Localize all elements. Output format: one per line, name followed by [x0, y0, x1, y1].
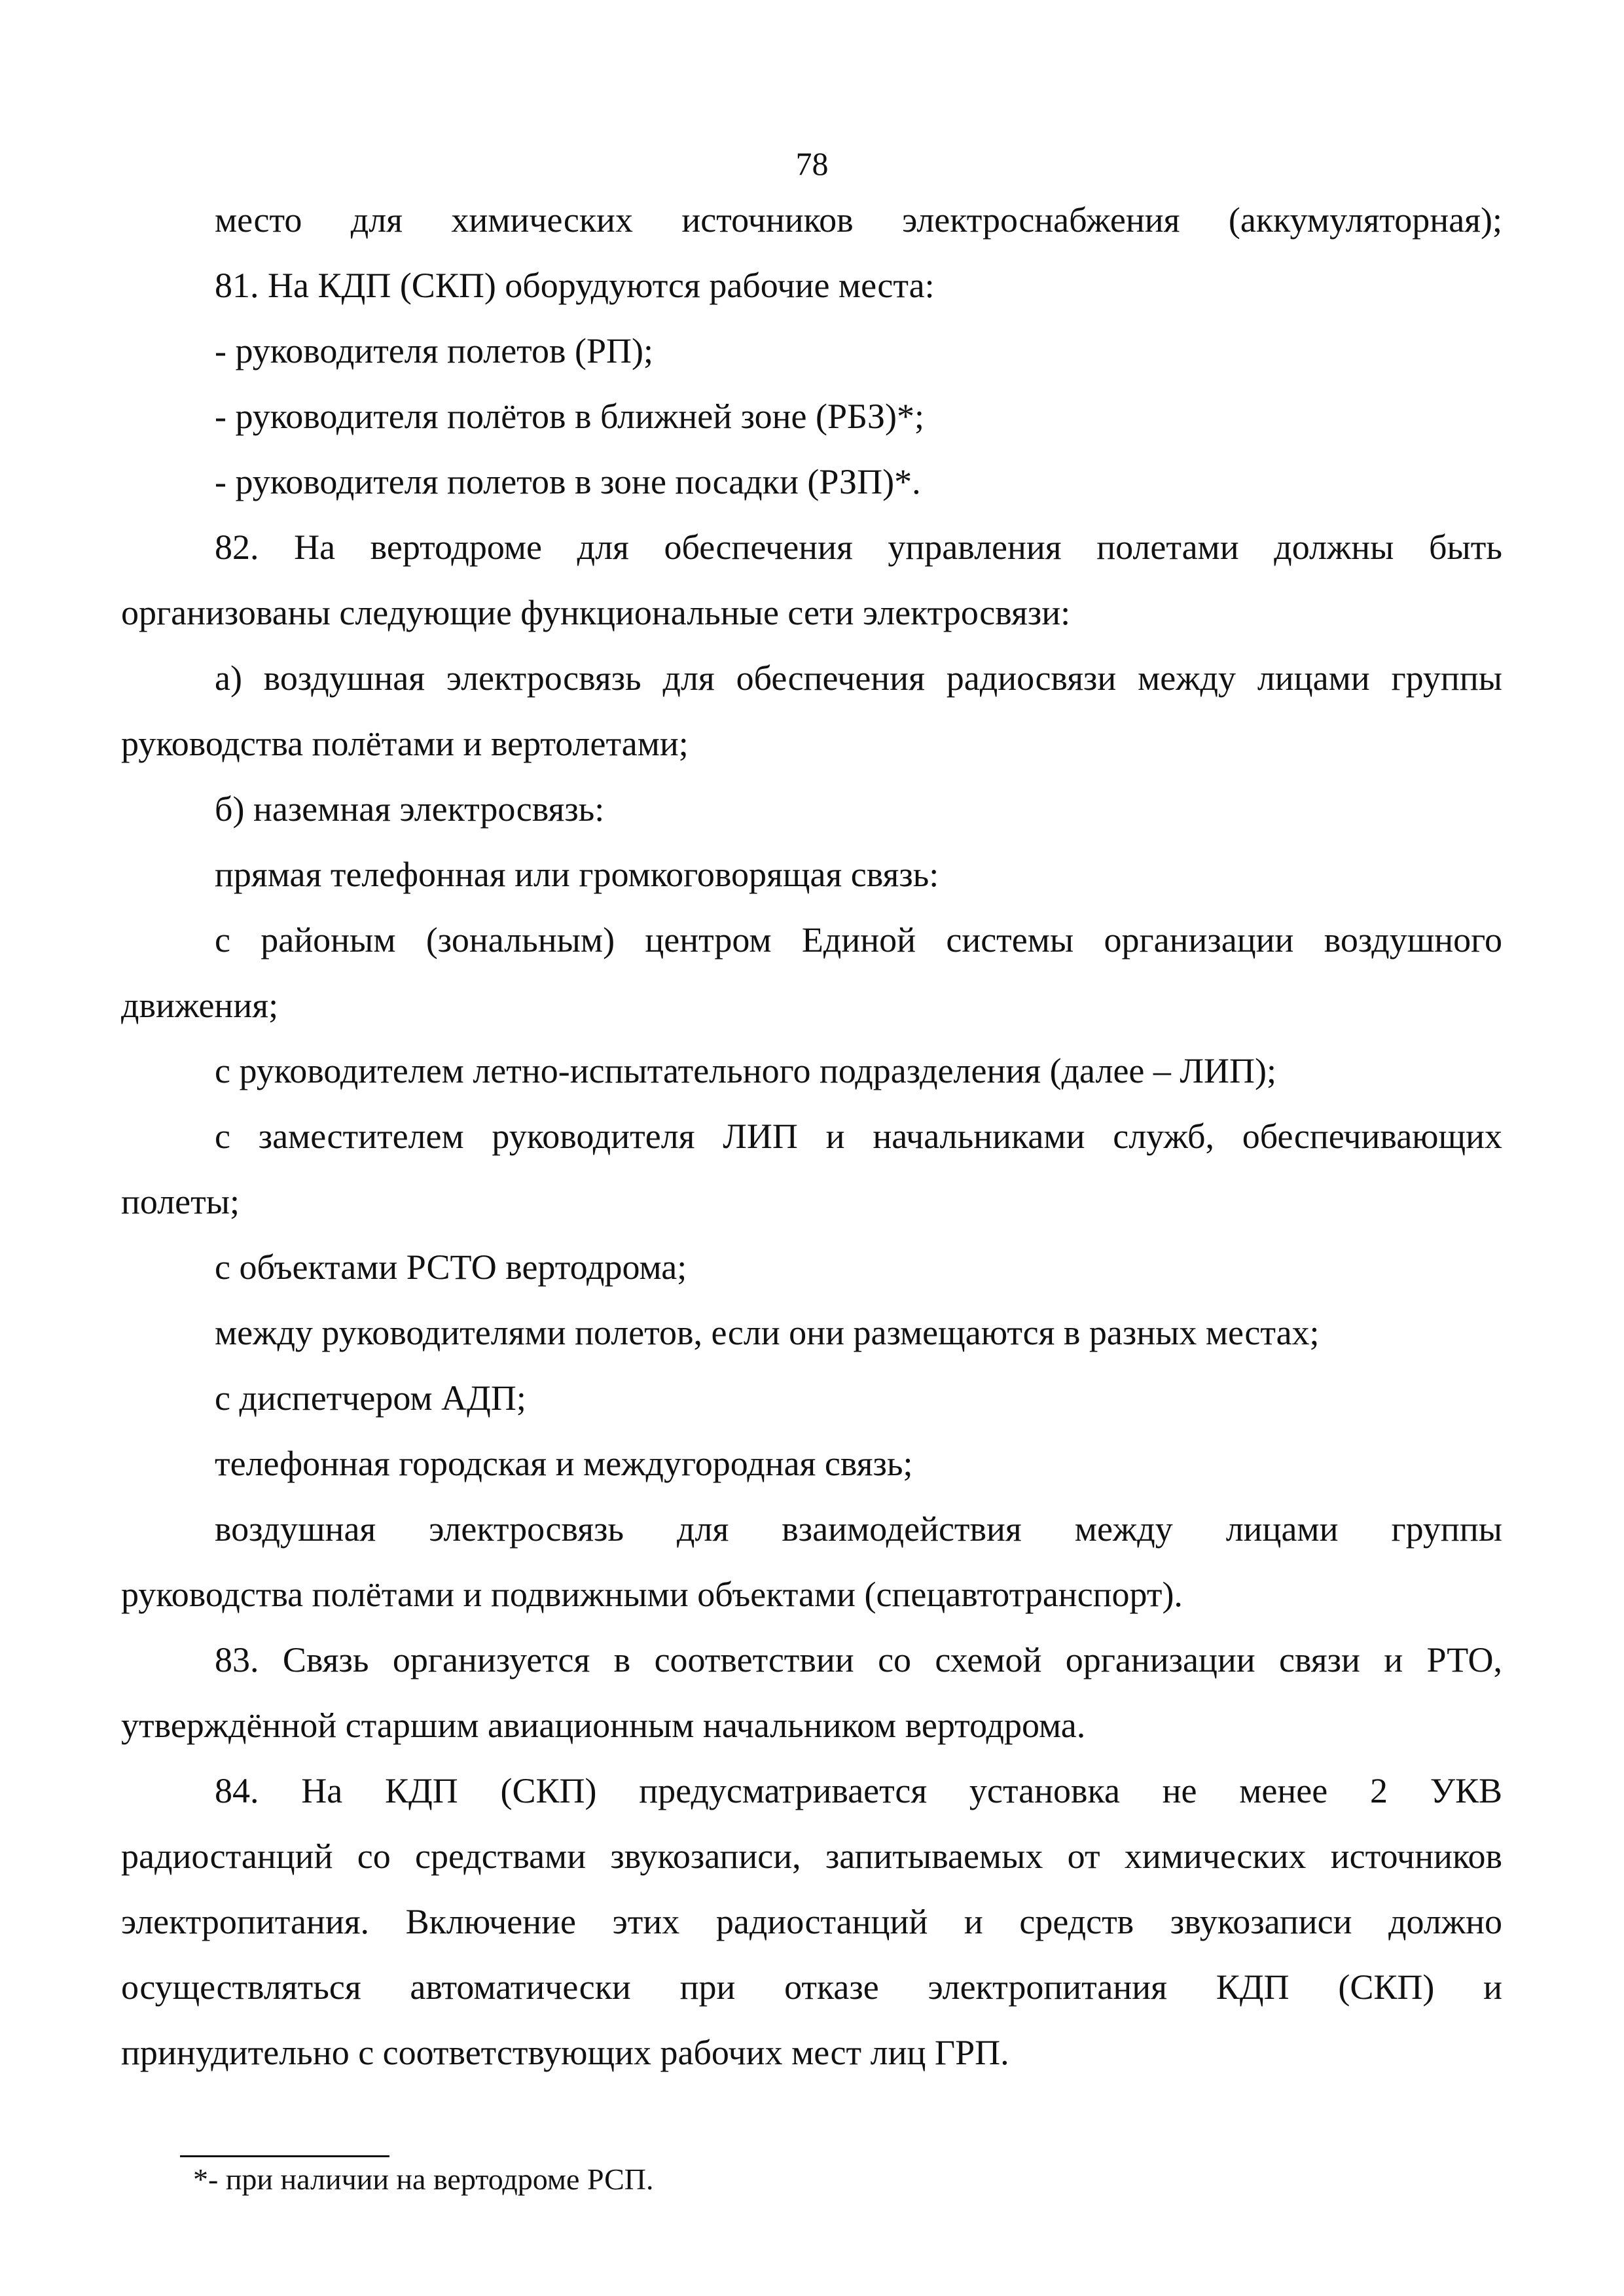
text-line: прямая телефонная или громкоговорящая связь: [215, 855, 939, 894]
text-line: электропитания. Включение этих радиостанций и средств звукозаписи должно [121, 1902, 1502, 1941]
text-line: радиостанций со средствами звукозаписи, запитываемых от химических источников [121, 1837, 1502, 1876]
text-line: б) наземная электросвязь: [215, 789, 605, 829]
text-line: воздушная электросвязь для взаимодействия между лицами группы [215, 1509, 1502, 1549]
text-line: руководства полётами и подвижными объектами (спецавтотранспорт). [121, 1575, 1183, 1614]
page-number: 78 [795, 145, 829, 182]
text-line: между руководителями полетов, если они размещаются в разных местах; [215, 1313, 1320, 1352]
footnote-separator [180, 2155, 389, 2157]
document-body [121, 187, 1502, 2085]
text-line: - руководителя полетов в зоне посадки (РЗП)*. [215, 462, 921, 501]
text-line: утверждённой старшим авиационным начальником вертодрома. [121, 1706, 1086, 1745]
text-line: место для химических источников электроснабжения (аккумуляторная); [215, 200, 1502, 240]
text-line: с руководителем летно-испытательного подразделения (далее – ЛИП); [215, 1051, 1276, 1090]
text-line: - руководителя полетов (РП); [215, 331, 654, 370]
text-line: с заместителем руководителя ЛИП и начальниками служб, обеспечивающих [215, 1117, 1502, 1156]
text-line: - руководителя полётов в ближней зоне (РБЗ)*; [215, 397, 925, 436]
text-line: 82. На вертодроме для обеспечения управления полетами должны быть [215, 528, 1502, 567]
footnote: *- при наличии на вертодроме РСП. [193, 2162, 654, 2196]
text-line: руководства полётами и вертолетами; [121, 724, 689, 763]
text-line: с объектами РСТО вертодрома; [215, 1247, 687, 1287]
text-line: полеты; [121, 1182, 240, 1221]
text-line: 81. На КДП (СКП) оборудуются рабочие места: [215, 266, 935, 305]
text-line: а) воздушная электросвязь для обеспечения радиосвязи между лицами группы [215, 658, 1502, 698]
text-line: осуществляться автоматически при отказе электропитания КДП (СКП) и [121, 1967, 1502, 2007]
text-line: телефонная городская и междугородная связь; [215, 1444, 913, 1483]
text-line: с диспетчером АДП; [215, 1378, 526, 1418]
text-line: с районым (зональным) центром Единой системы организации воздушного [215, 920, 1502, 960]
text-line: движения; [121, 986, 279, 1025]
text-line: 83. Связь организуется в соответствии со схемой организации связи и РТО, [215, 1640, 1502, 1679]
text-line: организованы следующие функциональные сети электросвязи: [121, 593, 1071, 632]
text-line: принудительно с соответствующих рабочих мест лиц ГРП. [121, 2033, 1009, 2072]
text-line: 84. На КДП (СКП) предусматривается установка не менее 2 УКВ [215, 1771, 1502, 1810]
